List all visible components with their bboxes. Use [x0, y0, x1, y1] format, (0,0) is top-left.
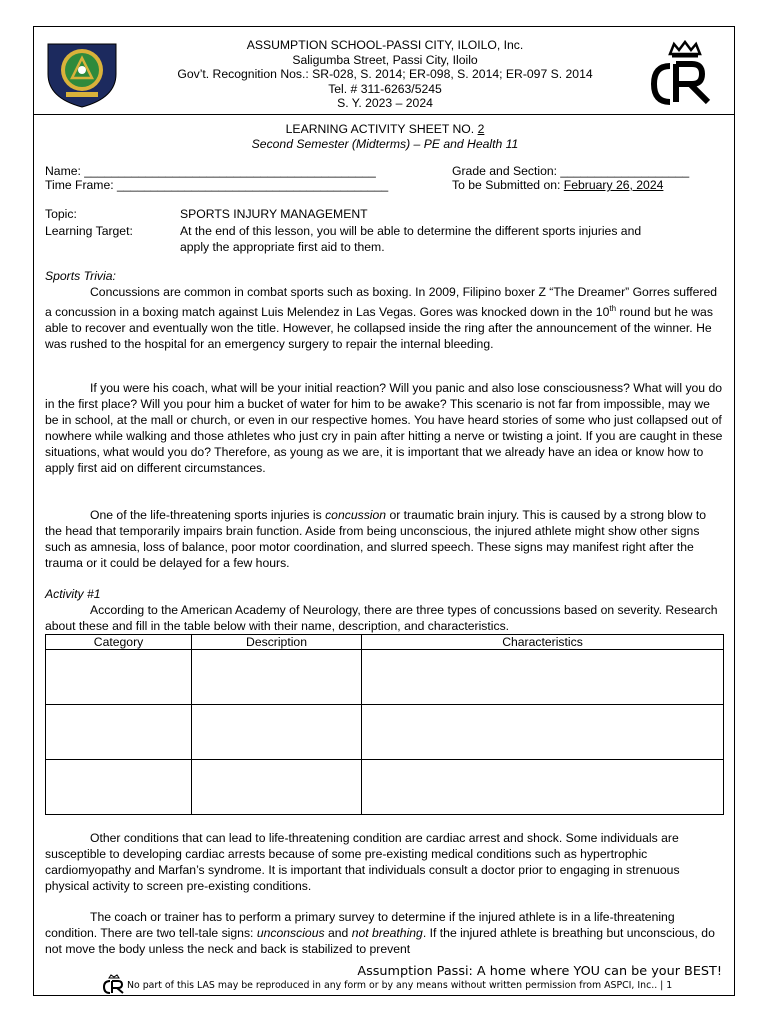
- school-name: ASSUMPTION SCHOOL-PASSI CITY, ILOILO, Inc.: [246, 38, 524, 52]
- header-divider: [33, 114, 735, 115]
- sheet-title-block: [130, 122, 640, 151]
- table-cell[interactable]: [46, 650, 192, 705]
- trivia-paragraph-2: If you were his coach, what will be your initial reaction? Will you panic and also lose consciousness? What will you do in the first place? Will you pour him a bucket of water for him to be awake? This scenario is not far from impossible, may we be in school, at the mall or church, or even in our respective homes. You have heard stories of some who just collapsed out of nowhere while walking and those athletes who just cry in pain after hitting a nerve or twisting a joint. If you are caught in these situations, what would you do? Therefore, as young as we are, it is important that we already have an idea or know how to apply first aid on different circumstances.: [45, 381, 723, 475]
- submit-label: To be Submitted on:: [452, 178, 561, 192]
- table-cell[interactable]: [362, 705, 724, 760]
- learning-target-label: Learning Target:: [45, 224, 133, 238]
- trivia-paragraph-3: One of the life-threatening sports injuries is concussion or traumatic brain injury. This is caused by a strong blow to the head that temporarily impairs brain function. Aside from being unconscious, the injured athlete might show other signs such as amnesia, loss of balance, poor motor coordination, and slurred speech. These signs may manifest right after the trauma or it could be delayed for a few hours.: [45, 508, 707, 570]
- footer-crest-icon: [101, 974, 127, 994]
- sheet-number: 2: [477, 122, 485, 136]
- concussion-table: [45, 634, 724, 815]
- learning-target-line-2: apply the appropriate first aid to them.: [180, 240, 385, 254]
- sheet-subtitle: Second Semester (Midterms) – PE and Health 11: [251, 136, 519, 151]
- sheet-title: LEARNING ACTIVITY SHEET NO. 2: [285, 122, 485, 136]
- school-address: Saligumba Street, Passi City, Iloilo: [292, 52, 478, 67]
- table-row: [46, 705, 724, 760]
- table-cell[interactable]: [192, 650, 362, 705]
- table-cell[interactable]: [192, 705, 362, 760]
- submission-date: [452, 178, 663, 193]
- column-characteristics: Characteristics: [362, 635, 724, 650]
- name-field[interactable]: Name: ___________________________________________: [45, 164, 376, 178]
- sports-trivia-section: [45, 269, 725, 353]
- activity-heading: Activity #1: [45, 587, 101, 601]
- trivia-heading: Sports Trivia:: [45, 269, 116, 283]
- table-row: [46, 650, 724, 705]
- activity-section: [45, 587, 725, 635]
- footer-copyright: No part of this LAS may be reproduced in any form or by any means without written permission from ASPCI, Inc.. | 1: [127, 980, 673, 991]
- topic-value: SPORTS INJURY MANAGEMENT: [180, 207, 368, 221]
- table-row: [46, 760, 724, 815]
- school-seal-logo: [46, 40, 118, 108]
- table-cell[interactable]: [192, 760, 362, 815]
- paragraph-primary-survey: The coach or trainer has to perform a primary survey to determine if the injured athlete is in a life-threatening condition. There are two tell-tale signs: unconscious and not breathing. If the injured athlete is breathing but unconscious, do not move the body unless the neck and back is stabilized to prevent: [45, 910, 715, 956]
- table-cell[interactable]: [46, 705, 192, 760]
- paragraph-cardiac-arrest: Other conditions that can lead to life-threatening condition are cardiac arrest and shock. Some individuals are susceptible to developing cardiac arrests because of some pre-existing medical conditions such as hypertrophic cardiomyopathy and Marfan’s syndrome. It is important that individuals consult a doctor prior to engaging in strenuous physical activity to screen pre-existing conditions.: [45, 831, 680, 893]
- submit-date: February 26, 2024: [563, 178, 664, 192]
- table-header-row: [46, 635, 724, 650]
- table-cell[interactable]: [46, 760, 192, 815]
- school-header: [130, 38, 640, 111]
- activity-intro: According to the American Academy of Neurology, there are three types of concussions based on severity. Research about these and fill in the table below with their name, description, and characteristics.: [45, 602, 718, 633]
- column-description: Description: [192, 635, 362, 650]
- telephone: Tel. # 311-6263/5245: [328, 81, 442, 96]
- footer-tagline: Assumption Passi: A home where YOU can be your BEST!: [357, 964, 722, 979]
- recognition-numbers: Gov’t. Recognition Nos.: SR-028, S. 2014; ER-098, S. 2014; ER-097 S. 2014: [177, 67, 593, 82]
- table-cell[interactable]: [362, 760, 724, 815]
- school-year: S. Y. 2023 – 2024: [337, 96, 433, 111]
- table-cell[interactable]: [362, 650, 724, 705]
- time-frame-field[interactable]: Time Frame: ________________________________________: [45, 178, 389, 192]
- trivia-paragraph-1: Concussions are common in combat sports such as boxing. In 2009, Filipino boxer Z “The Dreamer” Gorres suffered a concussion in a boxing match against Luis Melendez in Las Vegas. Gores was knocked down in the 10th round but he was able to recover and eventually won the title. However, he collapsed inside the ring after the announcement of the winner. He was rushed to the hospital for an emergency surgery to repair the internal bleeding.: [45, 284, 718, 351]
- column-category: Category: [46, 635, 192, 650]
- topic-label: Topic:: [45, 207, 77, 221]
- assumption-crest-logo: [646, 40, 724, 106]
- grade-section-field[interactable]: Grade and Section: ___________________: [452, 164, 690, 178]
- learning-target-line-1: At the end of this lesson, you will be able to determine the different sports injuries and: [180, 224, 642, 238]
